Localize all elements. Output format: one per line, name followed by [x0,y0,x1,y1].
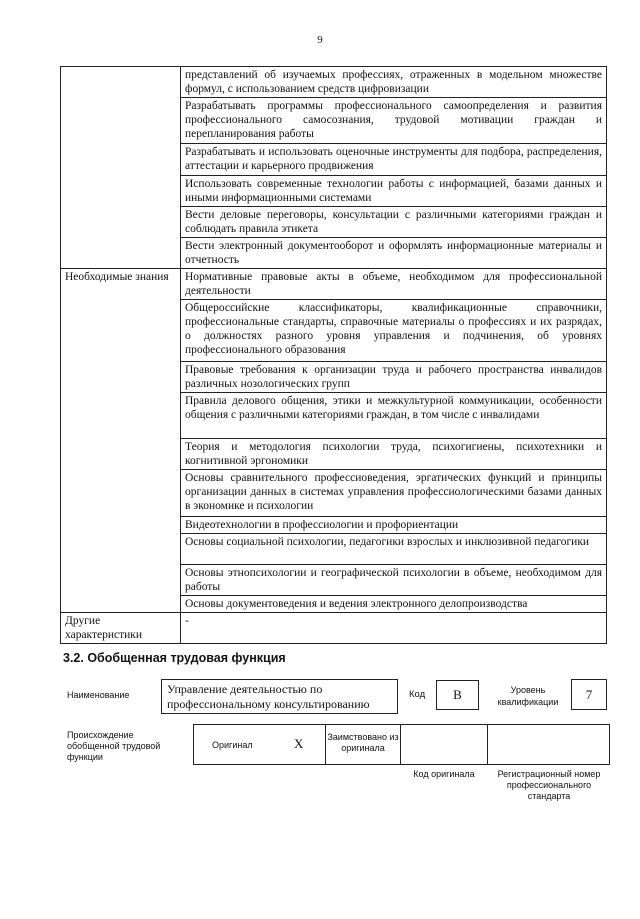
level-value: 7 [571,679,607,710]
knowledge-item: Правила делового общения, этики и межкультурной коммуникации, особенности общения с различными категориями граждан, в том числе с инвалидами [181,393,607,439]
original-label: Оригинал [212,740,253,750]
skills-knowledge-table [60,66,607,644]
code-original-label: Код оригинала [413,769,475,779]
origin-label: Происхождение обобщенной трудовой функции [67,730,161,762]
knowledge-item: Основы документоведения и ведения электронного делопроизводства [181,596,607,613]
skill-item: Вести деловые переговоры, консультации с различными категориями граждан и соблюдать правила этикета [181,207,607,238]
skill-item: Вести электронный документооборот и оформлять информационные материалы и отчетность [181,238,607,269]
original-mark: X [294,736,304,751]
section-title: 3.2. Обобщенная трудовая функция [63,651,286,665]
knowledge-item: Основы этнопсихологии и географической психологии в объеме, необходимом для работы [181,565,607,596]
knowledge-item: Основы сравнительного профессиоведения, эргатических функций и принципы организации данных в системах управления профессиологическими базами данных в экономике и психологии [181,470,607,517]
origin-grid [193,724,610,765]
knowledge-item: Нормативные правовые акты в объеме, необходимом для профессиональной деятельности [181,269,607,300]
table-row [61,613,607,644]
skill-item: Разрабатывать программы профессионального самоопределения и развития профессионального самосознания, трудовой мотивации граждан и перепланирования работы [181,98,607,144]
code-label: Код [409,689,426,700]
knowledge-item: Общероссийские классификаторы, квалификационные справочники, профессиональные стандарты, справочные материалы о профессиях и их разрядах, о должностях разного уровня управления и подчинения, об уровнях профессионального образования [181,300,607,362]
table-row [61,269,607,300]
skill-item: Разрабатывать и использовать оценочные инструменты для подбора, распределения, аттестации и карьерного продвижения [181,144,607,176]
name-label: Наименование [67,690,130,700]
borrowed-label: Заимствовано из оригинала [327,732,399,753]
level-label: Уровень квалификации [497,685,559,707]
knowledge-item: Правовые требования к организации труда и рабочего пространства инвалидов различных нозологических групп [181,362,607,393]
other-value: - [181,613,607,644]
code-value: B [436,680,479,710]
empty-label-cell [61,67,181,269]
knowledge-item: Основы социальной психологии, педагогики взрослых и инклюзивной педагогики [181,534,607,565]
other-label: Другие характеристики [61,613,181,644]
knowledge-item: Теория и методология психологии труда, психогигиены, психотехники и когнитивной эргономики [181,439,607,470]
table-row [61,67,607,98]
page-number: 9 [317,34,323,46]
reg-number-label: Регистрационный номер профессионального стандарта [497,769,601,801]
skill-item: представлений об изучаемых профессиях, отраженных в модельном множестве формул, с использованием средств цифровизации [181,67,607,98]
knowledge-label: Необходимые знания [61,269,181,613]
knowledge-item: Видеотехнологии в профессиологии и профориентации [181,517,607,534]
name-value: Управление деятельностью по профессиональному консультированию [161,679,398,714]
skill-item: Использовать современные технологии работы с информацией, базами данных и иными информационными системами [181,176,607,207]
